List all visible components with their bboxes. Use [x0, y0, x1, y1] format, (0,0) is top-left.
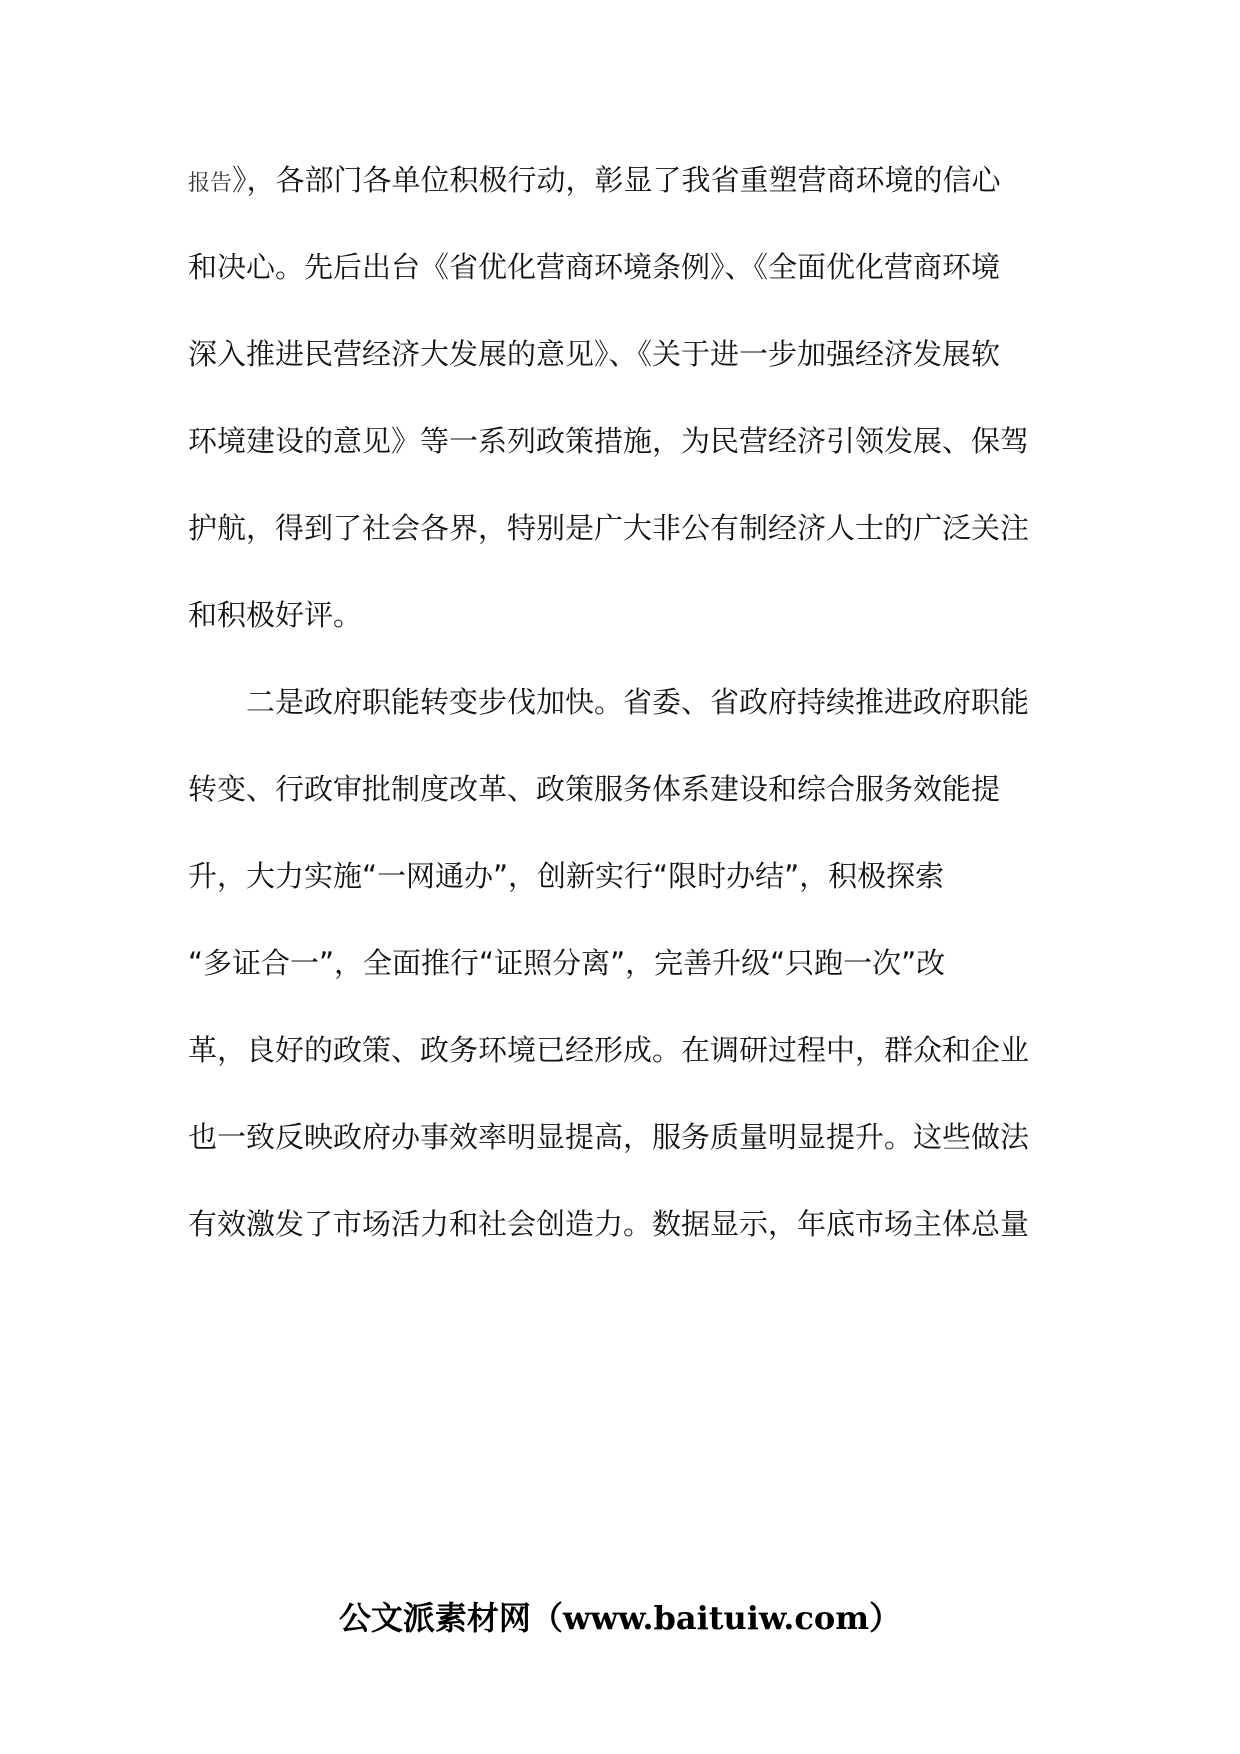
line-text: 》，各部门各单位积极行动，彰显了我省重塑营商环境的信心: [232, 163, 1001, 197]
line-lead: 报告: [188, 171, 233, 196]
text-line: 深入推进民营经济大发展的意见》、《关于进一步加强经济发展软: [188, 337, 1001, 371]
footer-watermark: 公文派素材网（www.baituiw.com）: [338, 1599, 902, 1637]
text-line: 和积极好评。: [188, 598, 363, 632]
paragraph-start-line: 二是政府职能转变步伐加快。省委、省政府持续推进政府职能: [246, 685, 1030, 719]
text-line: [188, 160, 1001, 200]
text-line: 和决心。先后出台《省优化营商环境条例》、《全面优化营商环境: [188, 250, 1001, 284]
text-line: 环境建设的意见》等一系列政策措施，为民营经济引领发展、保驾: [188, 424, 1030, 458]
text-line: 转变、行政审批制度改革、政策服务体系建设和综合服务效能提: [188, 772, 1001, 806]
text-line: 也一致反映政府办事效率明显提高，服务质量明显提升。这些做法: [188, 1120, 1030, 1154]
text-line: 护航，得到了社会各界，特别是广大非公有制经济人士的广泛关注: [188, 511, 1030, 545]
text-line: 升，大力实施“一网通办”，创新实行“限时办结”，积极探索: [188, 859, 945, 893]
text-line: 有效激发了市场活力和社会创造力。数据显示，年底市场主体总量: [188, 1207, 1030, 1241]
text-line: “多证合一”，全面推行“证照分离”，完善升级“只跑一次”改: [188, 946, 946, 980]
text-line: 革，良好的政策、政务环境已经形成。在调研过程中，群众和企业: [188, 1033, 1030, 1067]
